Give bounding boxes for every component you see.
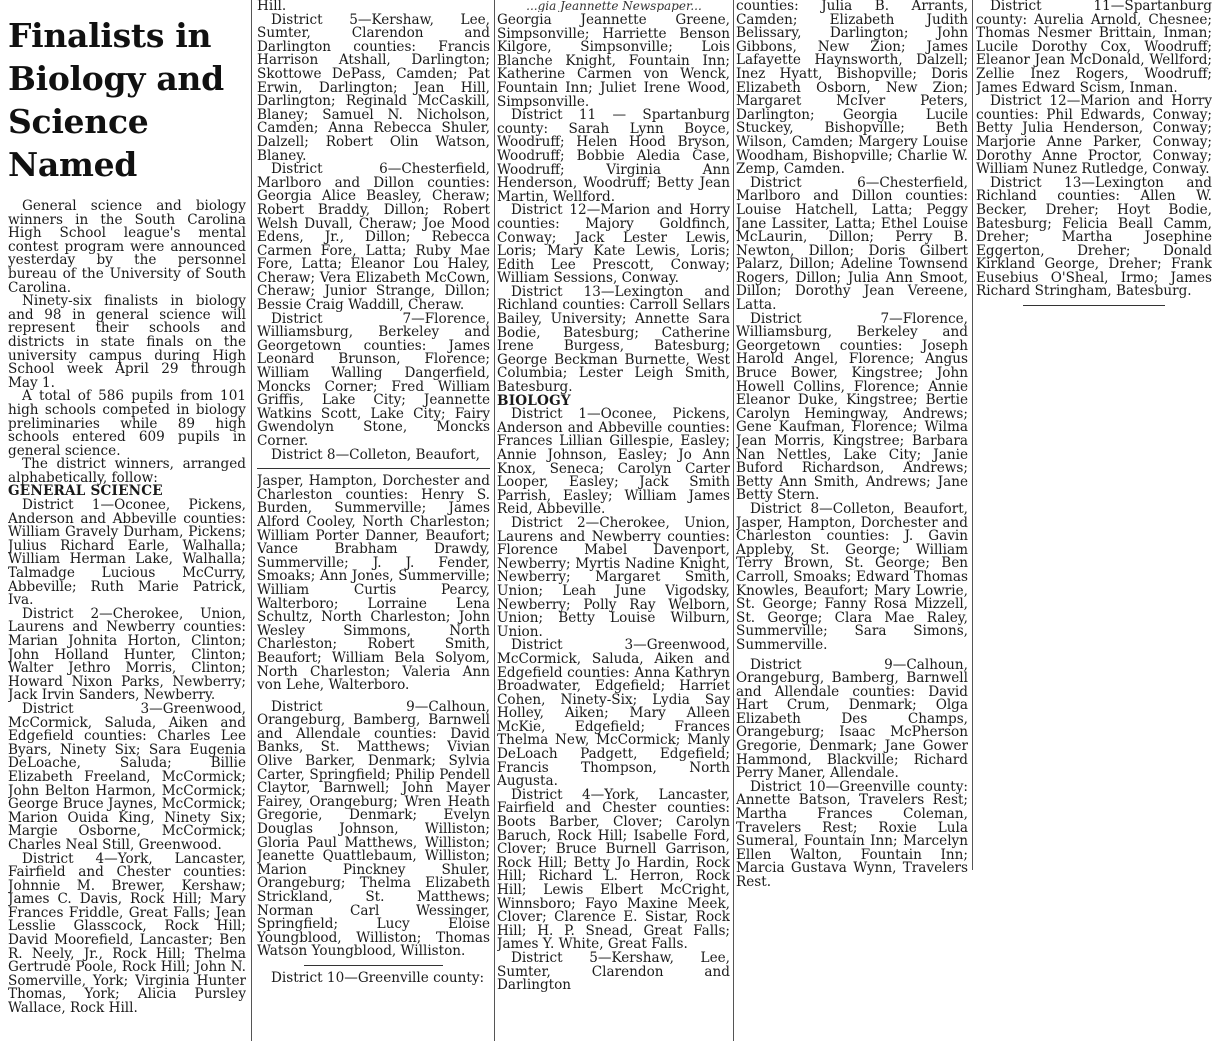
gs-district-1: District 1—Oconee, Pickens, Anderson and Abbeville counties: William Gravely Durham, Pickens; Julius Richard Earle, Walhalla; William Herman Lake, Walhalla; Talmadge Lucious McCurry, Abbeville; Ruth Marie Patrick, Iva. [8, 497, 246, 609]
bio-district-4: District 4—York, Lancaster, Fairfield and Chester counties: Boots Barber, Clover; Carolyn Baruch, Rock Hill; Isabelle Ford, Clover; Bruce Burnell Garrison, Rock Hill; Betty Jo Hardin, Rock Hill; Richard L. Herron, Rock Hill; Lewis Elbert McCright, Winnsboro; Fayo Maxine Meek, Clover; Clarence E. Sistar, Rock Hill; H. P. Snead, Great Falls; James Y. White, Great Falls. [497, 786, 730, 953]
bio-district-11: District 11—Spartanburg county: Aurelia Arnold, Chesnee; Thomas Nesmer Brittain, Inman; Lucile Dorothy Cox, Woodruff; Eleanor Jean McDonald, Wellford; Zellie Inez Rogers, Woodruff; James Edward Scism, Inman. [976, 0, 1212, 96]
intro-paragraph-3: A total of 586 pupils from 101 high schools competed in biology preliminaries while 89 high schools entered 609 pupils in general science. [8, 388, 246, 459]
gs-district-10-heading: District 10—Greenville county: [271, 969, 485, 986]
column-divider-4 [972, 0, 973, 870]
bio-district-13: District 13—Lexington and Richland counties: Allen W. Becker, Dreher; Hoyt Bodie, Batesburg; Felicia Beall Camm, Dreher; Martha Josephine Eggerton, Dreher; Donald Kirkland George, Dreher; Frank Eusebius O'Sheal, Irmo; James Richard Stringham, Batesburg. [976, 174, 1212, 300]
bio-district-12: District 12—Marion and Horry counties: Phil Edwards, Conway; Betty Julia Henderson, Conway; Marjorie Anne Parker, Conway; Dorothy Anne Proctor, Conway; William Nunez Rutledge, Conway. [976, 93, 1212, 178]
gs-district-12: District 12—Marion and Horry counties: Majory Goldfinch, Conway; Jack Lester Lewis, Loris; Mary Kate Lewis, Loris; Edith Lee Prescott, Conway; William Sessions, Conway. [497, 202, 730, 287]
section-heading-biology: BIOLOGY [497, 392, 571, 409]
gs-district-3: District 3—Greenwood, McCormick, Saluda, Aiken and Edgefield counties: Charles Lee Byars, Ninety Six; Sara Eugenia DeLoache, Saluda; Billie Elizabeth Freeland, McCormick; John Belton Harmon, McCormick; George Bruce Jaynes, McCormick; Marion Ouida King, Ninety Six; Margie Osborne, McCormick; Charles Neal Still, Greenwood. [8, 700, 246, 853]
bio-district-9: District 9—Calhoun, Orangeburg, Bamberg, Barnwell and Allendale counties: David Hart Crum, Denmark; Olga Elizabeth Des Champs, Orangeburg; Isaac McPherson Gregorie, Denmark; Jane Gower Hammond, Blackville; Richard Perry Maner, Allendale. [736, 656, 968, 782]
continued-fragment: Hill. [257, 0, 287, 14]
intro-paragraph-4: The district winners, arranged alphabetically, follow: [8, 456, 246, 486]
column-5 [976, 0, 1212, 360]
gs-district-8: Jasper, Hampton, Dorchester and Charleston counties: Henry S. Burden, Summerville; James Alford Cooley, North Charleston; William Porter Danner, Beaufort; Vance Brabham Drawdy, Summerville; J. J. Fender, Smoaks; Ann Jones, Summerville; William Curtis Pearcy, Walterboro; Lorraine Lena Schultz, North Charleston; John Wesley Simmons, North Charleston; Robert Smith, Beaufort; William Bela Solyom, North Charleston; Valeria Ann von Lehe, Walterboro. [257, 473, 490, 694]
bio-district-10: District 10—Greenville county: Annette Batson, Travelers Rest; Martha Frances Coleman, Travelers Rest; Roxie Lula Sumeral, Fountain Inn; Marcelyn Ellen Walton, Fountain Inn; Marcia Gustava Wynn, Travelers Rest. [736, 778, 968, 890]
gs-district-11: District 11 — Spartanburg county: Sarah Lynn Boyce, Woodruff; Helen Hood Bryson, Woodruff; Bobbie Aledia Case, Woodruff; Virginia Ann Henderson, Woodruff; Betty Jean Martin, Wellford. [497, 107, 730, 205]
bio-district-5-heading: District 5—Kershaw, Lee, Sumter, Clarendon and Darlington [497, 949, 730, 994]
headline: Finalists in Biology and Science Named [8, 16, 224, 184]
gs-district-13: District 13—Lexington and Richland counties: Carroll Sellars Bailey, University; Annette Sara Bodie, Batesburg; Catherine Irene Burgess, Batesburg; George Beckman Burnette, West Columbia; Lester Leigh Smith, Batesburg. [497, 283, 730, 396]
column-3 [497, 0, 730, 1041]
column-divider-3 [733, 0, 734, 1041]
masthead-fragment: ...gia Jeannette Newspaper... [526, 0, 702, 12]
bio-district-1: District 1—Oconee, Pickens, Anderson and Abbeville counties: Frances Lillian Gillespie, Easley; Annie Johnson, Easley; Jo Ann Knox, Seneca; Carolyn Carter Looper, Easley; Jack Smith Parrish, Easley; William James Reid, Abbeville. [497, 406, 730, 518]
bio-district-8: District 8—Colleton, Beaufort, Jasper, Hampton, Dorchester and Charleston counties: J. Gavin Appleby, St. George; William Terry Brown, St. George; Ben Carroll, Smoaks; Edward Thomas Knowles, Beaufort; Mary Lowrie, St. George; Fanny Rosa Mizzell, St. George; Clara Mae Raley, Summerville; Sara Simons, Summerville. [736, 500, 968, 653]
bio-district-5: counties: Julia B. Arrants, Camden; Elizabeth Judith Belissary, Darlington; John Gibbons, New Zion; James Lafayette Haynsworth, Dalzell; Inez Hyatt, Bishopville; Doris Elizabeth Osborn, New Zion; Margaret McIver Peters, Darlington; Georgia Lucile Stuckey, Bishopville; Beth Wilson, Camden; Margery Louise Woodham, Bishopville; Charlie W. Zemp, Camden. [736, 0, 968, 178]
bio-district-3: District 3—Greenwood, McCormick, Saluda, Aiken and Edgefield counties: Anna Kathryn Broadwater, Edgefield; Harriet Cohen, Ninety-Six; Lydia Say Holley, Aiken; Mary Alleen McKie, Edgefield; Frances Thelma New, McCormick; Manly DeLoach Padgett, Edgefield; Francis Thompson, North Augusta. [497, 637, 730, 790]
column-break-rule [257, 468, 490, 469]
bio-district-2: District 2—Cherokee, Union, Laurens and Newberry counties: Florence Mabel Davenport, Newberry; Myrtis Nadine Knight, Newberry; Margaret Smith, Union; Leah June Vigodsky, Newberry; Polly Ray Welborn, Union; Betty Louise Wilburn, Union. [497, 514, 730, 640]
column-1 [8, 0, 246, 1041]
bio-district-6: District 6—Chesterfield, Marlboro and Dillon counties: Louise Hatchell, Latta; Peggy Jane Lassiter, Latta; Ethel Louise McLaurin, Dillon; Perry B. Newton, Dillon; Doris Gilbert Palarz, Dillon; Adeline Townsend Rogers, Dillon; Julia Ann Smoot, Dillon; Dorothy Jean Vereene, Latta. [736, 174, 968, 314]
column-break-rule [304, 965, 444, 966]
gs-district-10: Georgia Jeannette Greene, Simpsonville; Harriette Benson Kilgore, Simpsonville; Lois Blanche Knight, Fountain Inn; Katherine Carmen von Wenck, Fountain Inn; Juliet Irene Wood, Simpsonville. [497, 12, 730, 110]
intro-paragraph-2: Ninety-six finalists in biology and 98 in general science will represent their schools and districts in state finals on the university campus during High School week April 29 through May 1. [8, 293, 246, 391]
gs-district-4: District 4—York, Lancaster, Fairfield and Chester counties: Johnnie M. Brewer, Kershaw; James C. Davis, Rock Hill; Mary Frances Friddle, Great Falls; Jean Lesslie Glasscock, Rock Hill; David Moorefield, Lancaster; Ben R. Neely, Jr., Rock Hill; Thelma Gertrude Poole, Rock Hill; John N. Somerville, York; Virginia Hunter Thomas, York; Alicia Pursley Wallace, Rock Hill. [8, 850, 246, 1017]
gs-district-6: District 6—Chesterfield, Marlboro and Dillon counties: Georgia Alice Beasley, Cheraw; Robert Braddy, Dillon; Robert Welsh Duvall, Cheraw; Joe Mood Edens, Jr., Dillon; Rebecca Carmen Fore, Latta; Ruby Mae Fore, Latta; Eleanor Lou Haley, Cheraw; Vera Elizabeth McCown, Cheraw; Junior Strange, Dillon; Bessie Craig Waddill, Cheraw. [257, 161, 490, 314]
gs-district-5: District 5—Kershaw, Lee, Sumter, Clarendon and Darlington counties: Francis Harrison Atshall, Darlington; Skottowe DePass, Camden; Pat Erwin, Darlington; Jean Hill, Darlington; Reginald McCaskill, Blaney; Samuel N. Nicholson, Camden; Anna Rebecca Shuler, Dalzell; Robert Olin Watson, Blaney. [257, 11, 490, 164]
article-end-rule [1023, 305, 1165, 306]
gs-district-2: District 2—Cherokee, Union, Laurens and Newberry counties: Marian Johnita Horton, Clinton; John Holland Hunter, Clinton; Walter Jethro Morris, Clinton; Howard Nixon Parks, Newberry; Jack Irvin Sanders, Newberry. [8, 605, 246, 704]
intro-paragraph-1: General science and biology winners in the South Carolina High School league's mental contest program were announced yesterday by the personnel bureau of the University of South Carolina. [8, 198, 246, 296]
bio-district-7: District 7—Florence, Williamsburg, Berkeley and Georgetown counties: Joseph Harold Angel, Florence; Angus Bruce Bower, Kingstree; John Howell Collins, Florence; Annie Eleanor Duke, Kingstree; Bertie Carolyn Hemingway, Andrews; Gene Kaufman, Florence; Wilma Jean Morris, Kingstree; Barbara Nan Nettles, Lake City; Janie Buford Richardson, Andrews; Betty Ann Smith, Andrews; Jane Betty Stern. [736, 310, 968, 504]
column-divider-1 [251, 0, 252, 1041]
column-divider-2 [494, 0, 495, 1041]
gs-district-9: District 9—Calhoun, Orangeburg, Bamberg, Barnwell and Allendale counties: David Banks, St. Matthews; Vivian Olive Barker, Denmark; Sylvia Carter, Springfield; Philip Pendell Claytor, Barnwell; John Mayer Fairey, Orangeburg; Wren Heath Gregorie, Denmark; Evelyn Douglas Johnson, Williston; Gloria Paul Matthews, Williston; Jeanette Quattlebaum, Williston; Marion Pinckney Shuler, Orangeburg; Thelma Elizabeth Strickland, St. Matthews; Norman Carl Wessinger, Springfield; Lucy Eloise Youngblood, Williston; Thomas Watson Youngblood, Williston. [257, 698, 490, 960]
column-4 [736, 0, 968, 1041]
section-heading-general-science: GENERAL SCIENCE [8, 483, 163, 500]
column-2 [257, 0, 490, 1041]
gs-district-7: District 7—Florence, Williamsburg, Berkeley and Georgetown counties: James Leonard Brunson, Florence; William Walling Dangerfield, Moncks Corner; Fred William Griffis, Lake City; Jeannette Watkins Scott, Lake City; Fairy Gwendolyn Stone, Moncks Corner. [257, 310, 490, 449]
gs-district-8-heading: District 8—Colleton, Beaufort, [271, 446, 480, 463]
